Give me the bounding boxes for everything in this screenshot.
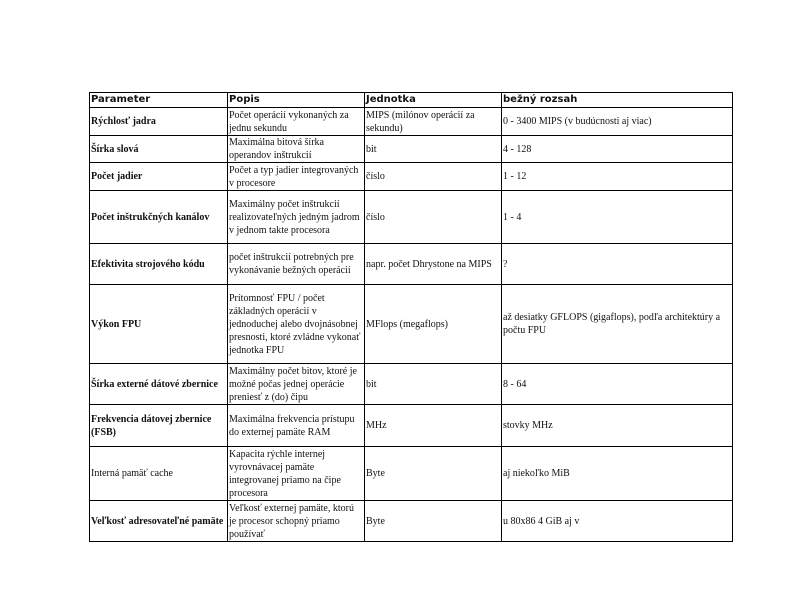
cell-parameter: Rýchlosť jadra <box>90 108 228 136</box>
cell-popis: Maximálna frekvencia prístupu do externej pamäte RAM <box>228 405 365 447</box>
cell-popis: Maximálny počet inštrukcií realizovateľných jedným jadrom v jednom takte procesora <box>228 191 365 244</box>
cell-rozsah: 1 - 4 <box>502 191 733 244</box>
cell-jednotka: Byte <box>365 501 502 542</box>
cell-popis: Maximálny počet bitov, ktoré je možné počas jednej operácie preniesť z (do) čipu <box>228 364 365 405</box>
cell-jednotka: bit <box>365 136 502 163</box>
cell-parameter: Šírka externé dátové zbernice <box>90 364 228 405</box>
header-parameter: Parameter <box>90 93 228 108</box>
cell-rozsah: 0 - 3400 MIPS (v budúcnosti aj viac) <box>502 108 733 136</box>
header-rozsah: bežný rozsah <box>502 93 733 108</box>
cell-jednotka: MFlops (megaflops) <box>365 285 502 364</box>
table-row <box>90 136 733 163</box>
cell-jednotka: MHz <box>365 405 502 447</box>
cell-popis: Veľkosť externej pamäte, ktorú je procesor schopný priamo používať <box>228 501 365 542</box>
cell-rozsah: aj niekoľko MiB <box>502 447 733 501</box>
cell-popis: Maximálna bitová šírka operandov inštrukcií <box>228 136 365 163</box>
spec-table-wrapper <box>89 92 733 542</box>
cell-parameter: Veľkosť adresovateľné pamäte <box>90 501 228 542</box>
cell-parameter: Počet jadier <box>90 163 228 191</box>
cell-rozsah: u 80x86 4 GiB aj v <box>502 501 733 542</box>
header-jednotka: Jednotka <box>365 93 502 108</box>
table-row <box>90 163 733 191</box>
table-header-row <box>90 93 733 108</box>
cell-jednotka: Byte <box>365 447 502 501</box>
cell-rozsah: až desiatky GFLOPS (gigaflops), podľa architektúry a počtu FPU <box>502 285 733 364</box>
table-row <box>90 447 733 501</box>
cell-parameter: Efektivita strojového kódu <box>90 244 228 285</box>
cell-popis: Počet a typ jadier integrovaných v procesore <box>228 163 365 191</box>
cell-popis: Počet operácií vykonaných za jednu sekundu <box>228 108 365 136</box>
cell-rozsah: ? <box>502 244 733 285</box>
cell-jednotka: číslo <box>365 191 502 244</box>
cell-popis: Kapacita rýchle internej vyrovnávacej pamäte integrovanej priamo na čipe procesora <box>228 447 365 501</box>
header-popis: Popis <box>228 93 365 108</box>
cell-rozsah: 4 - 128 <box>502 136 733 163</box>
cell-parameter: Šírka slová <box>90 136 228 163</box>
cell-jednotka: číslo <box>365 163 502 191</box>
cell-popis: Prítomnosť FPU / počet základných operácií v jednoduchej alebo dvojnásobnej presnosti, ktoré zvládne vykonať jednotka FPU <box>228 285 365 364</box>
processor-parameters-table <box>89 92 733 542</box>
table-row <box>90 364 733 405</box>
cell-parameter: Interná pamäť cache <box>90 447 228 501</box>
table-row <box>90 108 733 136</box>
table-row <box>90 405 733 447</box>
cell-parameter: Výkon FPU <box>90 285 228 364</box>
cell-rozsah: 1 - 12 <box>502 163 733 191</box>
table-row <box>90 244 733 285</box>
cell-parameter: Počet inštrukčných kanálov <box>90 191 228 244</box>
table-row <box>90 501 733 542</box>
cell-jednotka: MIPS (milónov operácií za sekundu) <box>365 108 502 136</box>
table-row <box>90 191 733 244</box>
cell-popis: počet inštrukcií potrebných pre vykonávanie bežných operácií <box>228 244 365 285</box>
cell-jednotka: bit <box>365 364 502 405</box>
cell-rozsah: 8 - 64 <box>502 364 733 405</box>
table-row <box>90 285 733 364</box>
cell-rozsah: stovky MHz <box>502 405 733 447</box>
cell-parameter: Frekvencia dátovej zbernice (FSB) <box>90 405 228 447</box>
cell-jednotka: napr. počet Dhrystone na MIPS <box>365 244 502 285</box>
